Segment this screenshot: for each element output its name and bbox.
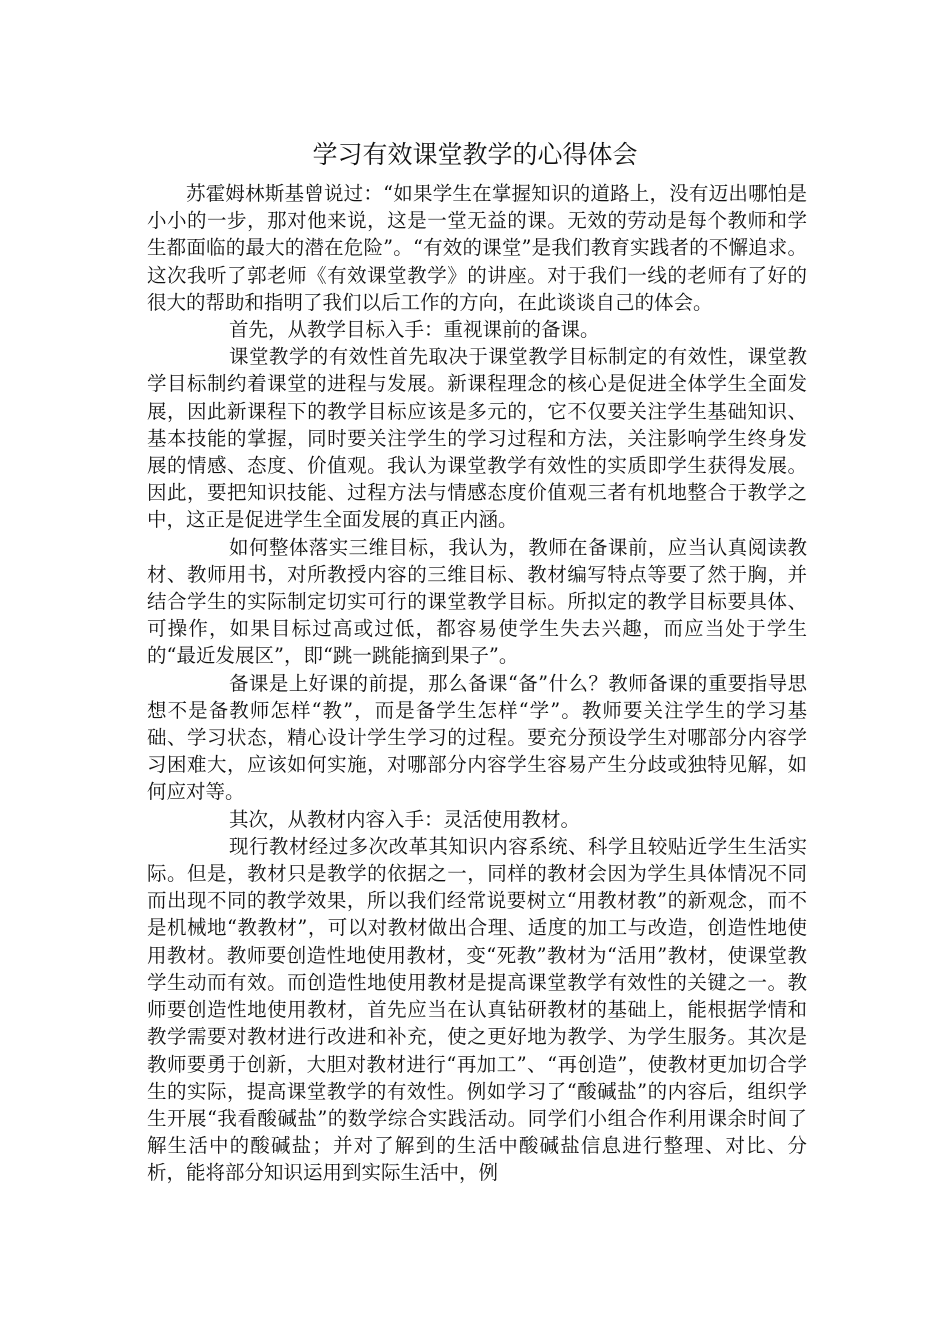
paragraph-three-dimensional-goals: 如何整体落实三维目标，我认为，教师在备课前，应当认真阅读教材、教师用书，对所教授内容的三维目标、教材编写特点等要了然于胸，并结合学生的实际制定切实可行的课堂教学目标。所拟定的教学目标要具体、可操作，如果目标过高或过低，都容易使学生失去兴趣，而应当处于学生的“最近发展区”，即“跳一跳能摘到果子”。 bbox=[147, 535, 807, 668]
paragraph-intro: 苏霍姆林斯基曾说过：“如果学生在掌握知识的道路上，没有迈出哪怕是小小的一步，那对他来说，这是一堂无益的课。无效的劳动是每个教师和学生都面临的最大的潜在危险”。“有效的课堂”是我们教育实践者的不懈追求。这次我听了郭老师《有效课堂教学》的讲座。对于我们一线的老师有了好的很大的帮助和指明了我们以后工作的方向，在此谈谈自己的体会。 bbox=[147, 182, 807, 314]
section-heading-first: 首先，从教学目标入手：重视课前的备课。 bbox=[229, 318, 600, 342]
section-heading-second: 其次，从教材内容入手：灵活使用教材。 bbox=[229, 807, 581, 831]
paragraph-lesson-preparation: 备课是上好课的前提，那么备课“备”什么？教师备课的重要指导思想不是备教师怎样“教”，而是备学生怎样“学”。教师要关注学生的学习基础、学习状态，精心设计学生学习的过程。要充分预设学生对哪部分内容学习困难大，应该如何实施，对哪部分内容学生容易产生分歧或独特见解，如何应对等。 bbox=[147, 671, 807, 804]
document-title: 学习有效课堂教学的心得体会 bbox=[312, 140, 638, 169]
paragraph-using-textbooks: 现行教材经过多次改革其知识内容系统、科学且较贴近学生生活实际。但是，教材只是教学的依据之一，同样的教材会因为学生具体情况不同而出现不同的教学效果，所以我们经常说要树立“用教材教”的新观念，而不是机械地“教教材”，可以对教材做出合理、适度的加工与改造，创造性地使用教材。教师要创造性地使用教材，变“死教”教材为“活用”教材，使课堂教学生动而有效。而创造性地使用教材是提高课堂教学有效性的关键之一。教师要创造性地使用教材，首先应当在认真钻研教材的基础上，能根据学情和教学需要对教材进行改进和补充，使之更好地为教学、为学生服务。其次是教师要勇于创新，大胆对教材进行“再加工”、“再创造”，使教材更加切合学生的实际，提高课堂教学的有效性。例如学习了“酸碱盐”的内容后，组织学生开展“我看酸碱盐”的数学综合实践活动。同学们小组合作利用课余时间了解生活中的酸碱盐；并对了解到的生活中酸碱盐信息进行整理、对比、分析，能将部分知识运用到实际生活中，例 bbox=[147, 834, 807, 1185]
document-body bbox=[147, 180, 807, 1187]
paragraph-goals-effectiveness: 课堂教学的有效性首先取决于课堂教学目标制定的有效性，课堂教学目标制约着课堂的进程与发展。新课程理念的核心是促进全体学生全面发展，因此新课程下的教学目标应该是多元的，它不仅要关注学生基础知识、基本技能的掌握，同时要关注学生的学习过程和方法，关注影响学生终身发展的情感、态度、价值观。我认为课堂教学有效性的实质即学生获得发展。因此，要把知识技能、过程方法与情感态度价值观三者有机地整合于教学之中，这正是促进学生全面发展的真正内涵。 bbox=[147, 345, 807, 532]
